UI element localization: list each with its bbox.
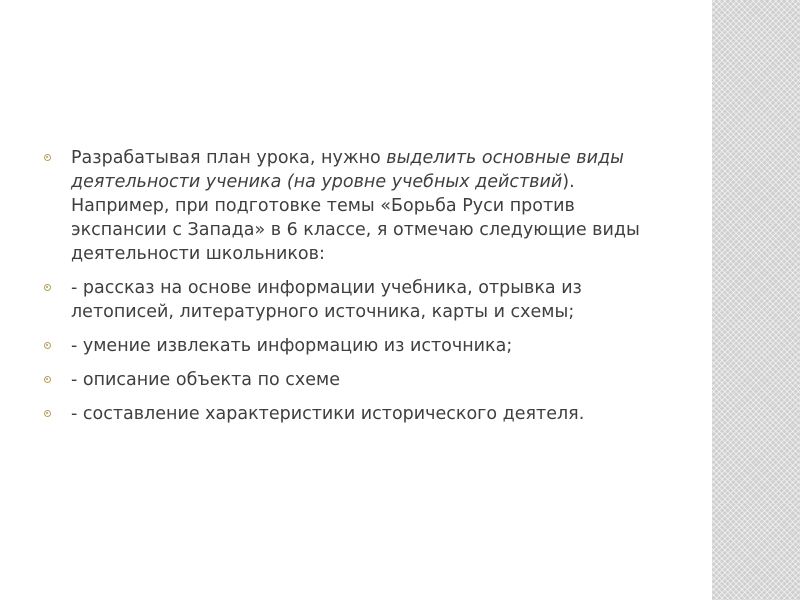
decorative-side-band <box>712 0 800 600</box>
plain-text: ). Например, при подготовке темы «Борьба Руси против экспансии с Запада» в 6 классе, я отмечаю следующие виды деятельности школьников: <box>71 172 640 264</box>
bullet-text: - составление характеристики исторического деятеля. <box>71 404 585 424</box>
bullet-text: - рассказ на основе информации учебника, отрывка из летописей, литературного источника, карты и схемы; <box>71 278 582 322</box>
circle-bullet-icon <box>44 342 51 349</box>
bullet-item-extract-info <box>44 334 664 358</box>
italic-text: выделить основные виды деятельности ученика (на уровне учебных действий <box>71 148 624 192</box>
circle-bullet-icon <box>44 410 51 417</box>
circle-bullet-icon <box>44 154 51 161</box>
bullet-item-intro <box>44 146 664 266</box>
bullet-item-story <box>44 276 664 324</box>
bullet-text: - описание объекта по схеме <box>71 370 340 390</box>
bullet-item-describe-object <box>44 368 664 392</box>
circle-bullet-icon <box>44 376 51 383</box>
bullet-list <box>44 146 664 436</box>
bullet-text <box>71 148 640 264</box>
bullet-item-characteristics <box>44 402 664 426</box>
plain-text: Разрабатывая план урока, нужно <box>71 148 387 168</box>
circle-bullet-icon <box>44 284 51 291</box>
bullet-text: - умение извлекать информацию из источника; <box>71 336 513 356</box>
